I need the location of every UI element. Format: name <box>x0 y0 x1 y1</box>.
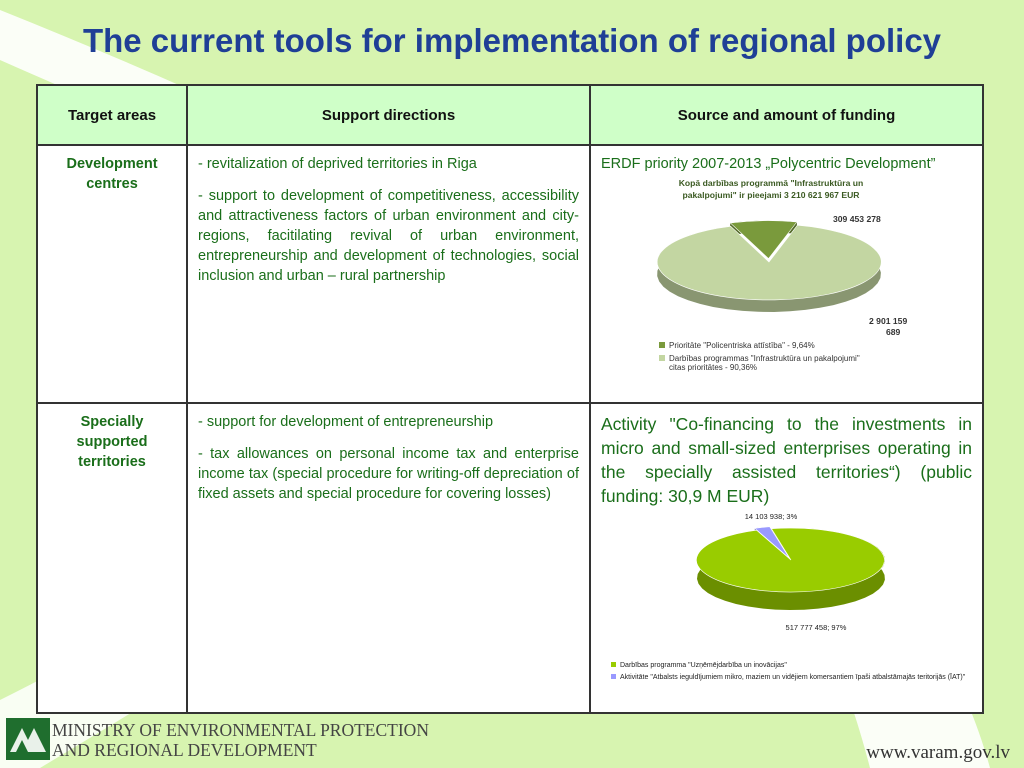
direction-item: - revitalization of deprived territories in Riga <box>198 156 477 172</box>
direction-item: - tax allowances on personal income tax and enterprise income tax (special procedure for writing-off depreciation of fixed assets and special procedure for covering losses) <box>198 446 579 502</box>
policy-table <box>36 84 984 714</box>
legend-swatch <box>611 674 616 679</box>
header-source-funding: Source and amount of funding <box>590 85 983 145</box>
funding-text: ERDF priority 2007-2013 „Polycentric Development” <box>601 156 936 172</box>
pie-chart-2 <box>601 508 986 693</box>
chart2-label-small: 14 103 938; 3% <box>744 512 798 521</box>
header-support-directions: Support directions <box>187 85 590 145</box>
ministry-line-2: AND REGIONAL DEVELOPMENT <box>52 740 317 760</box>
header-target-areas: Target areas <box>37 85 187 145</box>
chart2-legend-2: Aktivitāte "Atbalsts ieguldījumiem mikro, maziem un vidējiem komersantiem īpaši atbalstāmajās teritorijās (ĪAT)" <box>620 674 966 681</box>
directions-supported-territories <box>187 403 590 713</box>
chart1-legend-2: Darbības programmas "Infrastruktūra un pakalpojumi" <box>669 354 860 363</box>
activity-text: Activity "Co-financing to the investments in micro and small-sized enterprises operating in the specially assisted territories“) (public funding: 30,9 M EUR) <box>601 414 972 506</box>
area-development-centres: Development centres <box>37 145 187 403</box>
chart-polycentric-pie <box>601 174 972 378</box>
ministry-logo <box>6 718 50 760</box>
direction-item: - support for development of entrepreneurship <box>198 414 494 430</box>
chart1-label-large-line1: 2 901 159 <box>869 316 908 326</box>
chart1-legend-1: Prioritāte "Policentriska attīstība" - 9,64% <box>669 341 815 350</box>
chart1-legend-2b: citas prioritātes - 90,36% <box>669 363 758 372</box>
direction-item: - support to development of competitiveness, accessibility and attractiveness factors of urban environment and city-regions, facitilating revival of urban environment, entrepreneurship and development of technologies, social inclusion and urban – rural partnership <box>198 188 579 284</box>
pie-slice <box>696 528 884 592</box>
pie-chart-1 <box>601 174 971 372</box>
ministry-line-1: MINISTRY OF ENVIRONMENTAL PROTECTION <box>52 720 429 740</box>
table-row-development-centres <box>37 145 983 403</box>
table-row-supported-territories <box>37 403 983 713</box>
legend-swatch <box>659 342 665 348</box>
legend-swatch <box>611 662 616 667</box>
funding-development-centres <box>590 145 983 403</box>
area-supported-territories: Specially supported territories <box>37 403 187 713</box>
chart1-title-line1: Kopā darbības programmā "Infrastruktūra un <box>678 178 864 188</box>
legend-swatch <box>659 355 665 361</box>
chart2-label-large: 517 777 458; 97% <box>785 623 847 632</box>
chart-entrepreneurship-pie <box>601 508 972 699</box>
chart1-title-line2: pakalpojumi" ir pieejami 3 210 621 967 EUR <box>682 190 860 200</box>
pie2-marks <box>696 527 884 610</box>
funding-supported-territories <box>590 403 983 713</box>
chart2-legend-1: Darbības programma "Uzņēmējdarbība un inovācijas" <box>620 662 787 669</box>
website-link[interactable]: www.varam.gov.lv <box>866 742 1010 763</box>
directions-development-centres <box>187 145 590 403</box>
slide-title: The current tools for implementation of regional policy <box>82 22 942 59</box>
pie1-marks <box>657 221 881 312</box>
chart1-label-large-line2: 689 <box>886 327 901 337</box>
chart1-label-small: 309 453 278 <box>833 214 881 224</box>
ministry-name <box>52 720 429 760</box>
table-header-row <box>37 85 983 145</box>
